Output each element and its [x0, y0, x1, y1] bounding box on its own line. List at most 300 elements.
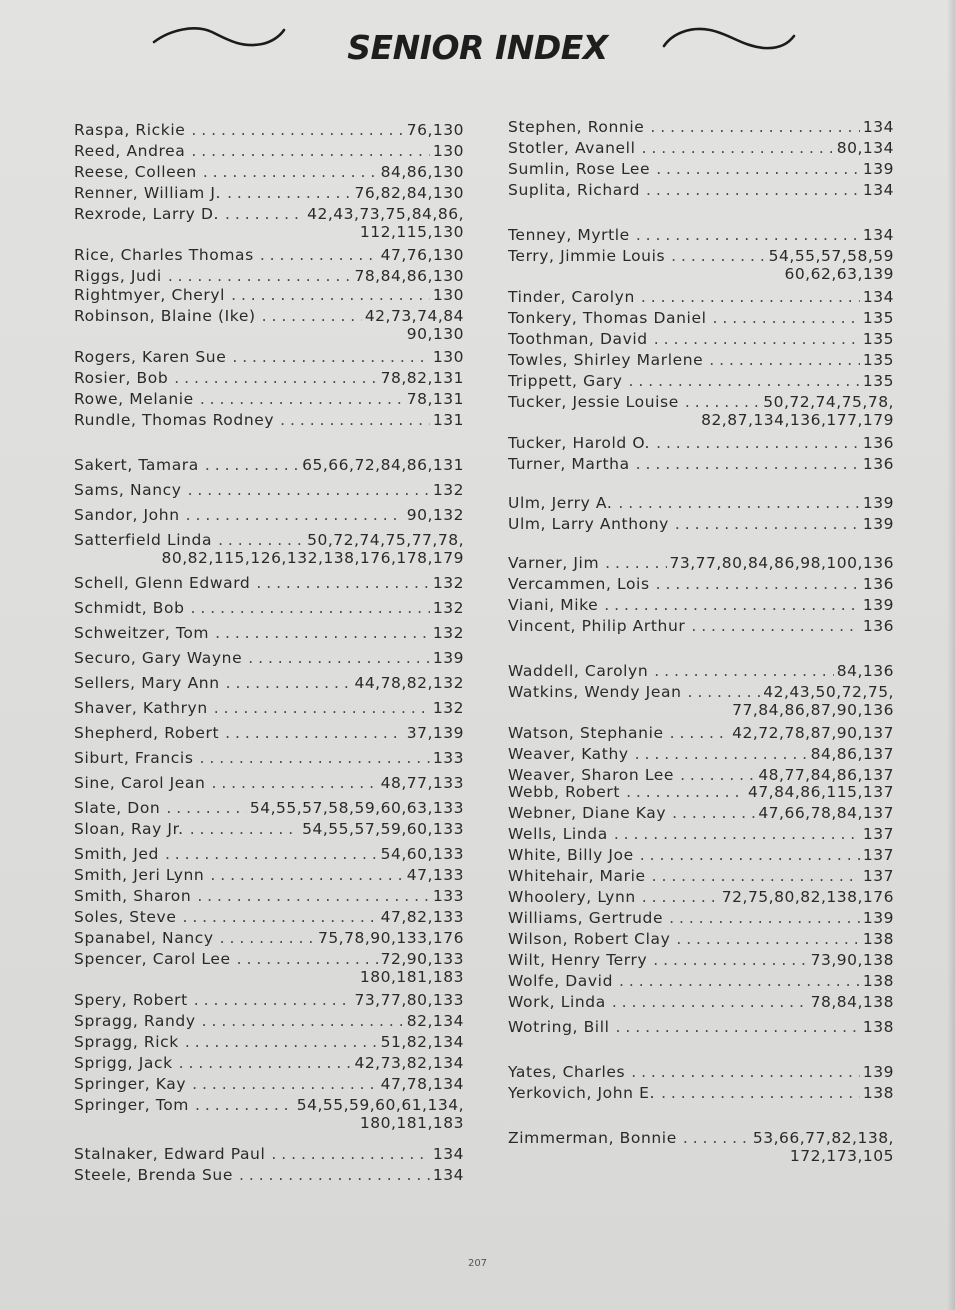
entry-pages-continued: 180,181,183 [359, 1114, 464, 1132]
entry-pages: 130 [432, 348, 464, 366]
dot-leader [642, 887, 719, 908]
index-entry [508, 1128, 894, 1167]
entry-pages: 135 [862, 351, 894, 369]
index-entry-line [508, 117, 894, 138]
index-entry [508, 246, 894, 285]
index-entry [508, 225, 894, 246]
index-entry [74, 928, 464, 949]
entry-name: Zimmerman, Bonnie [508, 1129, 677, 1147]
entry-pages: 65,66,72,84,86,131 [302, 456, 464, 474]
entry-name: Spanabel, Nancy [74, 929, 214, 947]
index-entry [74, 623, 464, 644]
index-entry [74, 844, 464, 865]
entry-pages: 84,86,130 [380, 163, 464, 181]
index-entry-line [508, 661, 894, 682]
entry-pages: 54,55,57,58,59,60,63,133 [249, 799, 464, 817]
dot-leader [619, 971, 860, 992]
entry-pages: 138 [862, 972, 894, 990]
index-entry-line [508, 287, 894, 308]
entry-name: Vincent, Philip Arthur [508, 617, 686, 635]
dot-leader [200, 748, 430, 769]
dot-leader [650, 117, 860, 138]
dot-leader [248, 648, 430, 669]
entry-name: Webner, Diane Kay [508, 804, 667, 822]
index-entry-line [508, 1062, 894, 1083]
index-entry-line [74, 844, 464, 865]
index-entry-line [508, 329, 894, 350]
entry-name: Spencer, Carol Lee [74, 950, 231, 968]
index-entry-line [74, 120, 464, 141]
dot-leader [618, 493, 860, 514]
dot-leader [661, 1083, 860, 1104]
dot-leader [215, 623, 430, 644]
entry-pages: 47,78,134 [380, 1075, 464, 1093]
index-entry [508, 117, 894, 138]
index-entry-line [74, 648, 464, 669]
index-entry [74, 389, 464, 410]
dot-leader [641, 287, 860, 308]
index-entry [508, 616, 894, 637]
index-entry [74, 120, 464, 141]
entry-pages-continued: 90,130 [406, 325, 464, 343]
index-entry-line [74, 183, 464, 204]
index-entry-line [74, 410, 464, 431]
entry-pages: 135 [862, 330, 894, 348]
dot-leader [186, 505, 404, 526]
entry-name: Trippett, Gary [508, 372, 623, 390]
dot-leader [192, 1074, 377, 1095]
entry-name: Turner, Martha [508, 455, 630, 473]
entry-name: Webb, Robert [508, 783, 621, 801]
entry-name: Sprigg, Jack [74, 1054, 173, 1072]
entry-name: Spragg, Rick [74, 1033, 179, 1051]
entry-pages: 139 [862, 515, 894, 533]
index-entry-line [74, 1165, 464, 1186]
index-entry [508, 138, 894, 159]
index-entry [74, 949, 464, 988]
entry-name: Wotring, Bill [508, 1018, 610, 1036]
index-entry [74, 306, 464, 345]
index-entry-line [508, 992, 894, 1013]
entry-pages: 47,66,78,84,137 [758, 804, 894, 822]
entry-name: Towles, Shirley Marlene [508, 351, 704, 369]
dot-leader [205, 455, 299, 476]
index-entry-line [508, 138, 894, 159]
entry-pages: 47,82,133 [380, 908, 464, 926]
index-entry-line [508, 308, 894, 329]
entry-name: Rosier, Bob [74, 369, 169, 387]
index-entry [74, 530, 464, 569]
index-entry [508, 454, 894, 475]
entry-pages: 138 [862, 930, 894, 948]
index-entry [74, 573, 464, 594]
entry-pages: 136 [862, 575, 894, 593]
index-entry [508, 661, 894, 682]
index-entry [508, 992, 894, 1013]
entry-pages: 139 [862, 596, 894, 614]
entry-name: Watkins, Wendy Jean [508, 683, 682, 701]
entry-name: Whitehair, Marie [508, 867, 646, 885]
index-entry-line [74, 798, 464, 819]
dot-leader [194, 990, 352, 1011]
dot-leader [626, 782, 745, 803]
entry-pages: 37,139 [406, 724, 464, 742]
index-entry [74, 698, 464, 719]
dot-leader [200, 389, 404, 410]
entry-pages: 139 [862, 1063, 894, 1081]
index-entry-line [508, 433, 894, 454]
index-entry [508, 493, 894, 514]
entry-name: Rice, Charles Thomas [74, 246, 254, 264]
dot-leader [262, 306, 362, 327]
index-entry-line [508, 514, 894, 535]
index-column-right [508, 117, 894, 1167]
dot-leader [174, 368, 377, 389]
entry-pages: 84,86,137 [810, 745, 894, 763]
index-entry-line [74, 573, 464, 594]
entry-pages: 42,73,74,84 [364, 307, 464, 325]
entry-pages: 76,130 [406, 121, 464, 139]
entry-pages-continued: 112,115,130 [359, 223, 464, 241]
page-title: SENIOR INDEX [347, 28, 608, 67]
index-entry [508, 514, 894, 535]
entry-name: Springer, Kay [74, 1075, 187, 1093]
entry-pages: 134 [862, 288, 894, 306]
index-entry-line [74, 162, 464, 183]
entry-pages: 139 [862, 494, 894, 512]
entry-name: White, Billy Joe [508, 846, 634, 864]
entry-name: Siburt, Francis [74, 749, 194, 767]
entry-name: Shaver, Kathryn [74, 699, 208, 717]
index-entry [508, 371, 894, 392]
entry-name: Weaver, Kathy [508, 745, 629, 763]
dot-leader [203, 162, 378, 183]
entry-name: Yates, Charles [508, 1063, 626, 1081]
index-entry-line [508, 845, 894, 866]
dot-leader [656, 574, 860, 595]
entry-name: Sams, Nancy [74, 481, 182, 499]
dot-leader [675, 514, 860, 535]
index-entry [74, 183, 464, 204]
entry-name: Stephen, Ronnie [508, 118, 645, 136]
dot-leader [210, 865, 403, 886]
index-entry-line [74, 928, 464, 949]
dot-leader [271, 1144, 430, 1165]
entry-name: Robinson, Blaine (Ike) [74, 307, 256, 325]
page-number: 207 [467, 1258, 488, 1269]
entry-pages: 78,84,86,130 [354, 267, 464, 285]
index-entry-line [74, 245, 464, 266]
entry-pages: 138 [862, 1018, 894, 1036]
dot-leader [227, 183, 351, 204]
entry-pages: 42,72,78,87,90,137 [732, 724, 894, 742]
entry-name: Renner, William J. [74, 184, 222, 202]
entry-pages: 75,78,90,133,176 [317, 929, 464, 947]
index-entry-line [508, 908, 894, 929]
entry-name: Varner, Jim [508, 554, 600, 572]
entry-name: Spragg, Randy [74, 1012, 196, 1030]
index-entry [74, 347, 464, 368]
entry-pages: 44,78,82,132 [354, 674, 464, 692]
entry-pages: 78,82,131 [380, 369, 464, 387]
entry-pages: 84,136 [836, 662, 894, 680]
index-entry [74, 865, 464, 886]
index-entry-line [74, 266, 464, 287]
entry-pages: 54,55,59,60,61,134, [296, 1096, 464, 1114]
entry-name: Tucker, Harold O. [508, 434, 651, 452]
index-entry [508, 929, 894, 950]
entry-pages: 138 [862, 1084, 894, 1102]
index-entry [74, 480, 464, 501]
entry-name: Wilt, Henry Terry [508, 951, 648, 969]
index-entry [508, 287, 894, 308]
entry-pages: 82,134 [406, 1012, 464, 1030]
index-entry-line [508, 574, 894, 595]
index-entry-line [508, 371, 894, 392]
entry-pages: 42,43,73,75,84,86, [307, 205, 464, 223]
dot-leader [185, 1032, 378, 1053]
dot-leader [646, 180, 860, 201]
entry-pages-continued: 60,62,63,139 [784, 265, 894, 283]
index-entry [74, 1144, 464, 1165]
dot-leader [656, 433, 860, 454]
index-entry-line [74, 990, 464, 1011]
index-entry-line [74, 306, 464, 327]
index-entry-line [508, 225, 894, 246]
entry-pages: 134 [862, 118, 894, 136]
entry-pages: 135 [862, 309, 894, 327]
entry-pages: 47,76,130 [380, 246, 464, 264]
entry-pages: 54,60,133 [380, 845, 464, 863]
entry-pages: 42,73,82,134 [354, 1054, 464, 1072]
index-entry-line [508, 803, 894, 824]
entry-name: Stalnaker, Edward Paul [74, 1145, 266, 1163]
index-entry-line [508, 950, 894, 971]
index-entry [74, 1095, 464, 1134]
index-entry-line [74, 1144, 464, 1165]
entry-name: Rexrode, Larry D. [74, 205, 220, 223]
index-entry [74, 907, 464, 928]
index-entry-line [74, 907, 464, 928]
entry-name: Rowe, Melanie [74, 390, 194, 408]
entry-pages: 136 [862, 455, 894, 473]
entry-pages: 73,77,80,84,86,98,100,136 [669, 554, 894, 572]
entry-pages-continued: 180,181,183 [359, 968, 464, 986]
entry-name: Ulm, Larry Anthony [508, 515, 669, 533]
index-entry-line [508, 159, 894, 180]
entry-name: Reed, Andrea [74, 142, 186, 160]
index-entry [508, 159, 894, 180]
index-entry-line [74, 773, 464, 794]
entry-name: Stotler, Avanell [508, 139, 636, 157]
dot-leader [676, 929, 860, 950]
entry-pages: 48,77,84,86,137 [758, 766, 894, 784]
index-entry [508, 1017, 894, 1038]
entry-name: Suplita, Richard [508, 181, 641, 199]
index-entry [508, 908, 894, 929]
dot-leader [654, 329, 860, 350]
dot-leader [691, 616, 860, 637]
dot-leader [669, 908, 860, 929]
entry-pages: 134 [432, 1145, 464, 1163]
index-entry-line [74, 886, 464, 907]
entry-name: Vercammen, Lois [508, 575, 650, 593]
index-entry-line [508, 595, 894, 616]
dot-leader [604, 595, 860, 616]
index-entry [74, 1074, 464, 1095]
index-entry [508, 803, 894, 824]
index-entry [74, 455, 464, 476]
entry-pages: 53,66,77,82,138, [752, 1129, 894, 1147]
index-entry [74, 798, 464, 819]
entry-pages: 72,90,133 [380, 950, 464, 968]
entry-pages: 130 [432, 142, 464, 160]
index-entry-line [74, 598, 464, 619]
entry-name: Shepherd, Robert [74, 724, 220, 742]
dot-leader [654, 661, 833, 682]
index-entry [508, 180, 894, 201]
entry-pages: 139 [862, 909, 894, 927]
entry-name: Springer, Tom [74, 1096, 189, 1114]
entry-name: Rightmyer, Cheryl [74, 286, 226, 304]
dot-leader [635, 744, 808, 765]
entry-pages: 139 [862, 160, 894, 178]
entry-name: Steele, Brenda Sue [74, 1166, 233, 1184]
entry-name: Work, Linda [508, 993, 606, 1011]
entry-name: Ulm, Jerry A. [508, 494, 613, 512]
dot-leader [182, 907, 377, 928]
dot-leader [656, 159, 860, 180]
entry-name: Tenney, Myrtle [508, 226, 630, 244]
dot-leader [672, 803, 755, 824]
dot-leader [712, 308, 859, 329]
entry-name: Toothman, David [508, 330, 648, 348]
entry-pages: 134 [862, 226, 894, 244]
dot-leader [640, 845, 860, 866]
dot-leader [670, 723, 730, 744]
dot-leader [631, 1062, 860, 1083]
entry-pages-continued: 172,173,105 [789, 1147, 894, 1165]
index-entry-line [508, 454, 894, 475]
index-entry-line [508, 782, 894, 803]
entry-name: Williams, Gertrude [508, 909, 664, 927]
index-entry-line [508, 824, 894, 845]
index-entry-line [74, 455, 464, 476]
entry-name: Viani, Mike [508, 596, 599, 614]
entry-pages: 133 [432, 887, 464, 905]
entry-name: Wells, Linda [508, 825, 608, 843]
index-entry-line [74, 819, 464, 840]
index-entry [508, 887, 894, 908]
index-entry [74, 598, 464, 619]
entry-pages: 73,77,80,133 [354, 991, 464, 1009]
entry-name: Securo, Gary Wayne [74, 649, 243, 667]
entry-name: Wolfe, David [508, 972, 614, 990]
index-entry-line [74, 723, 464, 744]
index-entry [74, 648, 464, 669]
entry-pages: 133 [432, 749, 464, 767]
dot-leader [220, 928, 315, 949]
entry-pages: 47,133 [406, 866, 464, 884]
dot-leader [636, 225, 860, 246]
index-entry-line [74, 623, 464, 644]
entry-name: Rogers, Karen Sue [74, 348, 227, 366]
index-entry [508, 329, 894, 350]
entry-name: Schell, Glenn Edward [74, 574, 251, 592]
entry-pages-continued: 80,82,115,126,132,138,176,178,179 [161, 549, 464, 567]
entry-pages: 90,132 [406, 506, 464, 524]
entry-pages: 50,72,74,75,77,78, [307, 531, 464, 549]
index-entry-line [508, 1017, 894, 1038]
index-entry [508, 845, 894, 866]
entry-pages: 50,72,74,75,78, [763, 393, 894, 411]
entry-name: Riggs, Judi [74, 267, 162, 285]
entry-pages-continued: 82,87,134,136,177,179 [701, 411, 894, 429]
dot-leader [226, 673, 352, 694]
dot-leader [188, 480, 430, 501]
entry-pages: 80,134 [836, 139, 894, 157]
index-entry-line [74, 1032, 464, 1053]
index-entry-line [74, 285, 464, 306]
entry-name: Schmidt, Bob [74, 599, 185, 617]
index-entry-line [508, 971, 894, 992]
entry-name: Satterfield Linda [74, 531, 213, 549]
index-entry [508, 824, 894, 845]
dot-leader [202, 1011, 404, 1032]
index-entry [508, 595, 894, 616]
entry-name: Sandor, John [74, 506, 180, 524]
index-entry [508, 950, 894, 971]
entry-name: Tonkery, Thomas Daniel [508, 309, 707, 327]
entry-pages: 132 [432, 624, 464, 642]
dot-leader [652, 866, 860, 887]
index-entry-line [74, 347, 464, 368]
entry-name: Tinder, Carolyn [508, 288, 635, 306]
index-entry-line [508, 866, 894, 887]
index-entry [74, 819, 464, 840]
entry-name: Raspa, Rickie [74, 121, 186, 139]
entry-pages: 78,131 [406, 390, 464, 408]
index-column-left [74, 120, 464, 1186]
index-entry [74, 141, 464, 162]
entry-pages: 139 [432, 649, 464, 667]
index-entry-line [74, 141, 464, 162]
dot-leader [629, 371, 860, 392]
entry-pages: 132 [432, 699, 464, 717]
entry-name: Rundle, Thomas Rodney [74, 411, 275, 429]
dot-leader [709, 350, 860, 371]
entry-pages: 134 [432, 1166, 464, 1184]
entry-pages: 130 [432, 286, 464, 304]
index-entry [74, 245, 464, 266]
entry-pages: 78,84,138 [810, 993, 894, 1011]
entry-name: Terry, Jimmie Louis [508, 247, 666, 265]
index-entry-line [74, 505, 464, 526]
entry-name: Sloan, Ray Jr. [74, 820, 184, 838]
entry-name: Soles, Steve [74, 908, 177, 926]
entry-pages: 136 [862, 434, 894, 452]
entry-pages: 137 [862, 846, 894, 864]
entry-name: Reese, Colleen [74, 163, 197, 181]
dot-leader [231, 285, 430, 306]
entry-name: Sumlin, Rose Lee [508, 160, 651, 178]
dot-leader [191, 598, 430, 619]
entry-name: Spery, Robert [74, 991, 188, 1009]
index-entry-line [74, 389, 464, 410]
index-entry [74, 1165, 464, 1186]
index-entry-line [508, 350, 894, 371]
index-entry [508, 1083, 894, 1104]
